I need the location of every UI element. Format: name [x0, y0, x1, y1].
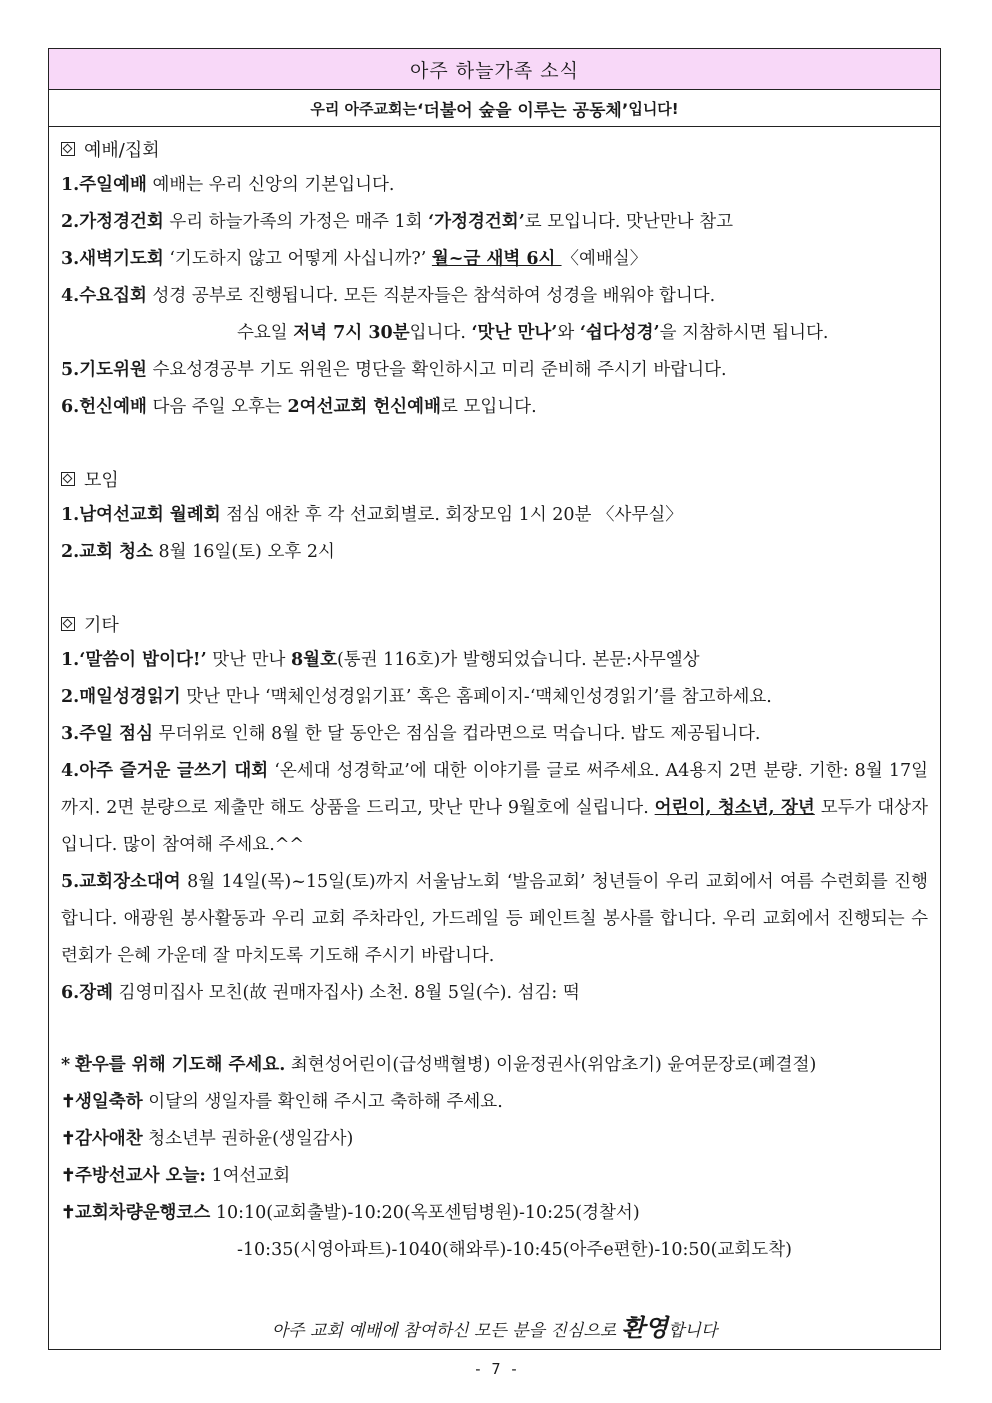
diamond-bullet-icon	[61, 472, 75, 486]
motto-bar	[49, 90, 940, 127]
list-item: 5.교회장소대여 8월 14일(목)~15일(토)까지 서울남노회 ‘발음교회’ 청년들이 우리 교회에서 여름 수련회를 진행합니다. 애광원 봉사활동과 우리 교회 주차라인, 가드레일 등 페인트칠 봉사를 합니다. 우리 교회에서 진행되는 수련회가 은혜 가운데 잘 마치도록 기도해 주시기 바랍니다.	[61, 872, 928, 966]
list-item: 2.매일성경읽기 맛난 만나 ‘맥체인성경읽기표’ 혹은 홈페이지-‘맥체인성경읽기’를 참고하세요.	[61, 687, 772, 707]
list-item: 1.주일예배 예배는 우리 신앙의 기본입니다.	[61, 175, 395, 195]
list-item: 4.수요집회 성경 공부로 진행됩니다. 모든 직분자들은 참석하여 성경을 배워야 합니다.	[61, 286, 716, 306]
note-item-thanks: ✝감사애찬 청소년부 권하윤(생일감사)	[61, 1121, 928, 1158]
list-item: 수요일 저녁 7시 30분입니다. ‘맛난 만나’와 ‘쉽다성경’을 지참하시면 됩니다.	[237, 323, 829, 343]
section-heading-etc: 기타	[61, 606, 928, 642]
note-item-kitchen: ✝주방선교사 오늘: 1여선교회	[61, 1158, 928, 1195]
diamond-bullet-icon	[61, 617, 75, 631]
cross-icon: ✝	[61, 1166, 76, 1186]
note-item-vehicle-cont: -10:35(시영아파트)-1040(해와루)-10:45(아주e편한)-10:50(교회도착)	[237, 1240, 792, 1260]
list-item: 4.아주 즐거운 글쓰기 대회 ‘온세대 성경학교’에 대한 이야기를 글로 써주세요. A4용지 2면 분량. 기한: 8월 17일까지. 2면 분량으로 제출만 해도 상품을 드리고, 맛난 만나 9월호에 실립니다. 어린이, 청소년, 장년 모두가 대상자입니다. 많이 참여해 주세요.^^	[61, 761, 928, 855]
motto-prefix: 우리 아주교회는	[310, 99, 417, 118]
motto-emphasis: ‘더불어 숲을 이루는 공동체’	[417, 100, 629, 121]
list-item: 3.주일 점심 무더위로 인해 8월 한 달 동안은 점심을 컵라면으로 먹습니다. 밥도 제공됩니다.	[61, 724, 761, 744]
title-text: 아주 하늘가족 소식	[410, 59, 579, 82]
cross-icon: ✝	[61, 1129, 76, 1149]
note-item-vehicle: ✝교회차량운행코스 10:10(교회출발)-10:20(옥포센텀병원)-10:25(경찰서)	[61, 1195, 928, 1232]
list-item: 6.헌신예배 다음 주일 오후는 2여선교회 헌신예배로 모입니다.	[61, 397, 537, 417]
list-item: 5.기도위원 수요성경공부 기도 위원은 명단을 확인하시고 미리 준비해 주시기 바랍니다.	[61, 360, 727, 380]
list-item: 3.새벽기도회 ‘기도하지 않고 어떻게 사십니까?’ 월~금 새벽 6시 〈예배실〉	[61, 249, 648, 269]
list-item: 2.교회 청소 8월 16일(토) 오후 2시	[61, 542, 335, 562]
list-item: 2.가정경건회 우리 하늘가족의 가정은 매주 1회 ‘가정경건회’로 모입니다. 맛난만나 참고	[61, 212, 734, 232]
section-heading-worship: 예배/집회	[61, 131, 928, 167]
cross-icon: ✝	[61, 1092, 76, 1112]
page-number: - 7 -	[473, 1360, 519, 1378]
cross-icon: ✝	[61, 1203, 76, 1223]
motto-suffix: 입니다!	[628, 99, 679, 118]
page-title	[49, 49, 940, 90]
note-item-prayer: * 환우를 위해 기도해 주세요. 최현성어린이(급성백혈병) 이윤정권사(위암초기) 윤여문장로(폐결절)	[61, 1055, 817, 1075]
bulletin-content	[49, 127, 940, 1269]
list-item: 6.장례 김영미집사 모친(故 권매자집사) 소천. 8월 5일(수). 섬김: 떡	[61, 983, 580, 1003]
note-item-birthday: ✝생일축하 이달의 생일자를 확인해 주시고 축하해 주세요.	[61, 1084, 928, 1121]
list-item: 1.남여선교회 월례회 점심 애찬 후 각 선교회별로. 회장모임 1시 20분 〈사무실〉	[61, 505, 683, 525]
bulletin-frame	[48, 48, 941, 1350]
section-heading-meetings: 모임	[61, 461, 928, 497]
list-item: 1.‘말씀이 밥이다!’ 맛난 만나 8월호(통권 116호)가 발행되었습니다. 본문:사무엘상	[61, 650, 700, 670]
diamond-bullet-icon	[61, 142, 75, 156]
welcome-message: 아주 교회 예배에 참여하신 모든 분을 진심으로 환영합니다	[271, 1314, 718, 1342]
